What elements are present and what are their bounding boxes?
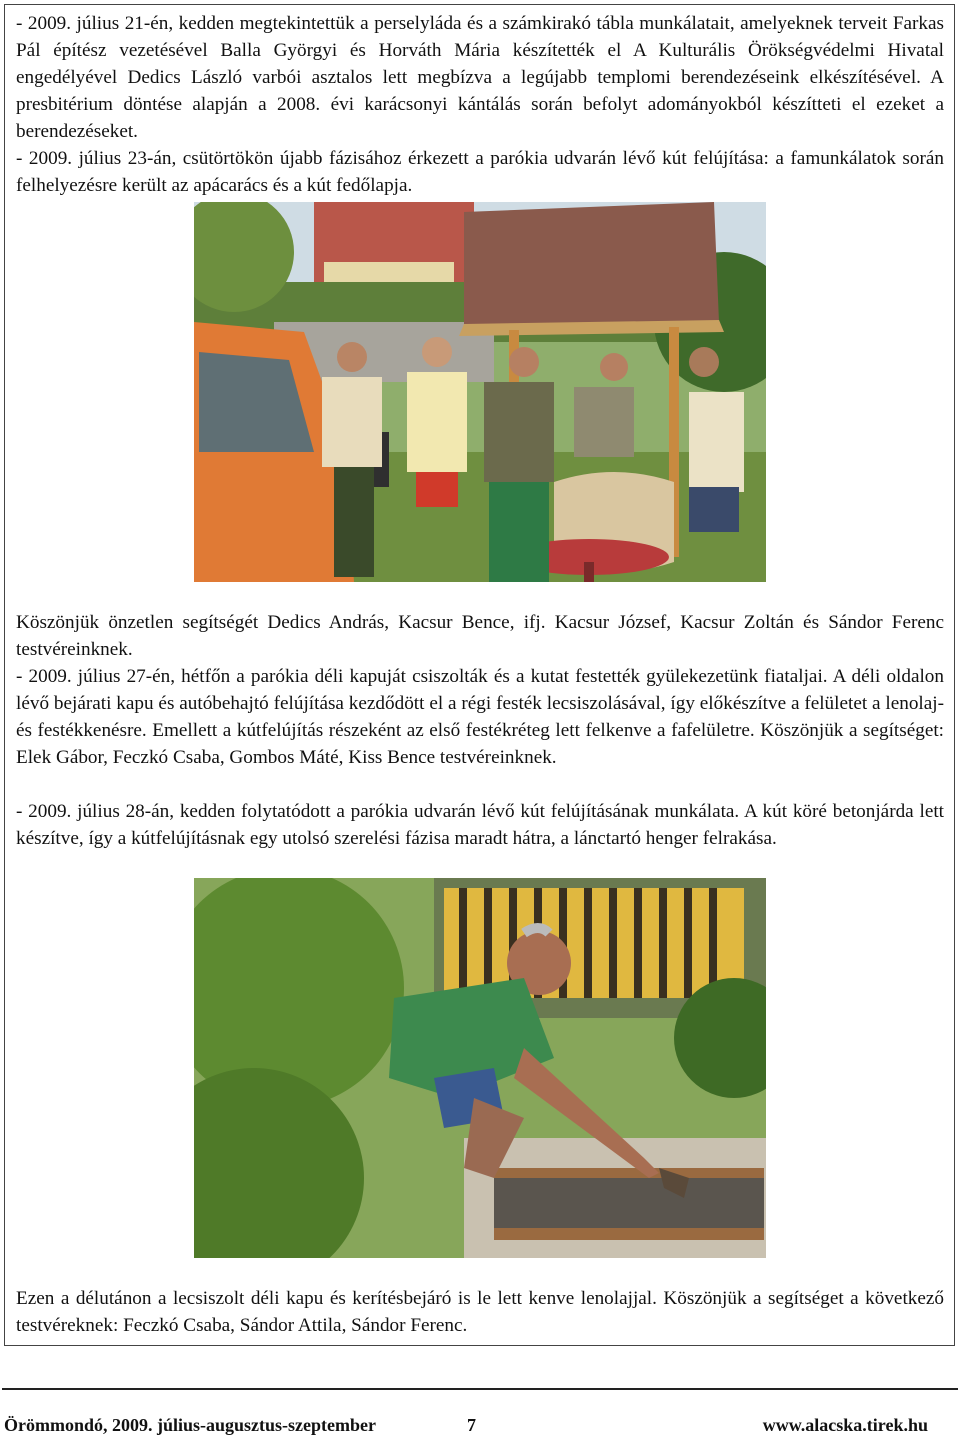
paragraph-thanks-1: Köszönjük önzetlen segítségét Dedics András, Kacsur Bence, ifj. Kacsur József, Kacsur Zoltán és Sándor Ferenc testvéreinknek. <box>16 612 944 660</box>
paragraph-kut-felujitas-jul23: - 2009. július 23-án, csütörtökön újabb fázisához érkezett a parókia udvarán lévő kút felújítása: a famunkálatok során felhelyezésre került az apácarács és a kút fedőlapja. <box>16 148 944 196</box>
footer-page-number: 7 <box>467 1415 476 1435</box>
footer-website[interactable]: www.alacska.tirek.hu <box>762 1415 928 1435</box>
paragraph-perselylada: - 2009. július 21-én, kedden megtekintettük a perselyláda és a számkirakó tábla munkálatait, amelyeknek terveit Farkas Pál építész vezetésével Balla Györgyi és Horváth Mária készítették el A Kulturális Örökségvédelmi Hivatal engedélyével Dedics László varbói asztalos lett megbízva a legújabb templomi berendezéseink elkészítésével. A presbitérium döntése alapján a 2008. évi karácsonyi kántálás során befolyt adományokból készítteti el ezeket a berendezéseket. <box>16 13 944 142</box>
photo-concrete-work <box>194 878 766 1258</box>
paragraph-lenolaj-thanks: Ezen a délutánon a lecsiszolt déli kapu és kerítésbejáró is le lett kenve lenolajjal. Köszönjük a segítséget a következő testvéreknek: Feczkó Csaba, Sándor Attila, Sándor Ferenc. <box>16 1288 944 1336</box>
footer-rule <box>2 1388 958 1390</box>
paragraph-betonjarda-jul28: - 2009. július 28-án, kedden folytatódott a parókia udvarán lévő kút felújításának munkálata. A kút köré betonjárda lett készítve, így a kútfelújításnak egy utolsó szerelési fázisa maradt hátra, a lánctartó henger felrakása. <box>16 801 944 849</box>
photo-well-workers <box>194 202 766 582</box>
footer-publication: Örömmondó, 2009. július-augusztus-szeptember <box>4 1415 376 1435</box>
paragraph-kapu-csiszolas-jul27: - 2009. július 27-én, hétfőn a parókia déli kapuját csiszolták és a kutat festették gyülekezetünk fiataljai. A déli oldalon lévő bejárati kapu és autóbehajtó felújítása kezdődött el a régi festék lecsiszolásával, így előkészítve a felületet a lenolaj- és festékkenésre. Emellett a kútfelújítás részeként az első festékréteg lett felkenve a fafelületre. Köszönjük a segítséget: Elek Gábor, Feczkó Csaba, Gombos Máté, Kiss Bence testvéreinknek. <box>16 666 944 768</box>
